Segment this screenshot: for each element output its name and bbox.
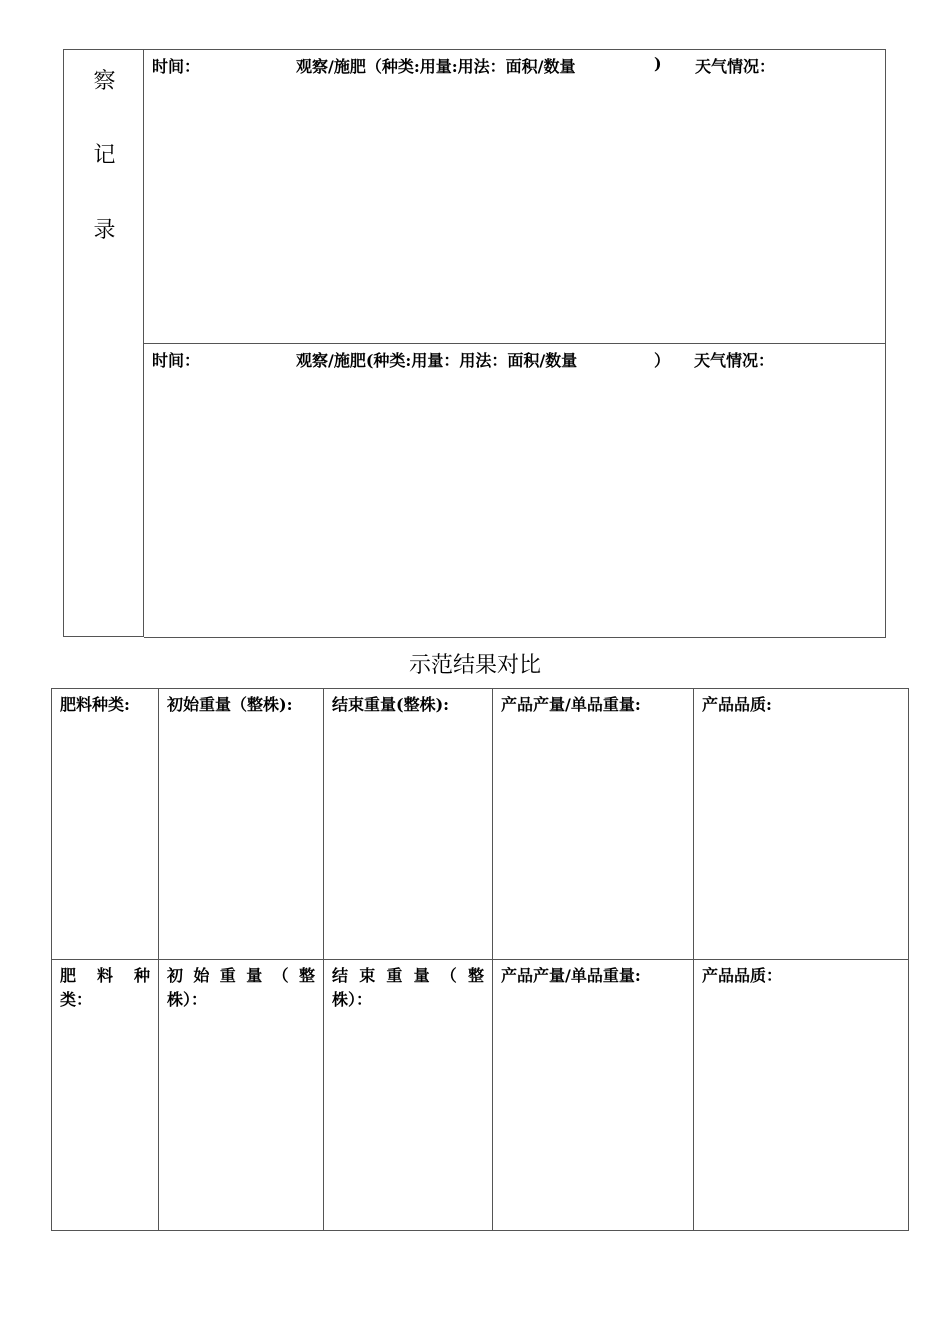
quality-cell[interactable]: 产品品质： [694, 960, 909, 1231]
close-paren: ） [654, 351, 671, 370]
observation-entry-header [144, 52, 885, 76]
quality-cell[interactable]: 产品品质: [694, 689, 909, 960]
final-weight-cell[interactable]: 结 束 重 量 （ 整 株）： [324, 960, 493, 1231]
observation-entry-2[interactable] [144, 344, 886, 638]
observe-fertilize-label: 观察/施肥（种类:用量:用法：面积/数量 [296, 57, 576, 76]
fertilizer-type-cell[interactable]: 肥料种类: [52, 689, 159, 960]
weather-label: 天气情况： [695, 57, 776, 76]
yield-weight-cell[interactable]: 产品产量/单品重量: [493, 689, 694, 960]
side-char-3: 录 [93, 218, 116, 243]
observation-entry-1[interactable] [144, 49, 886, 344]
weather-label: 天气情况： [694, 351, 775, 370]
initial-weight-cell[interactable]: 初 始 重 量 （ 整 株）： [159, 960, 324, 1231]
table-row [52, 960, 909, 1231]
yield-weight-cell[interactable]: 产品产量/单品重量: [493, 960, 694, 1231]
side-char-2: 记 [93, 143, 116, 168]
side-char-1: 察 [93, 69, 116, 94]
results-table [51, 688, 909, 1231]
observation-entry-header [144, 346, 885, 370]
results-title: 示范结果对比 [408, 653, 541, 678]
close-paren: ) [654, 54, 662, 73]
observe-fertilize-label: 观察/施肥(种类:用量：用法：面积/数量 [296, 351, 578, 370]
time-label: 时间： [152, 351, 201, 370]
fertilizer-type-cell[interactable]: 肥 料 种 类： [52, 960, 159, 1231]
table-row [52, 689, 909, 960]
time-label: 时间： [152, 57, 201, 76]
observation-side-label [63, 49, 144, 637]
initial-weight-cell[interactable]: 初始重量（整株): [159, 689, 324, 960]
final-weight-cell[interactable]: 结束重量(整株): [324, 689, 493, 960]
